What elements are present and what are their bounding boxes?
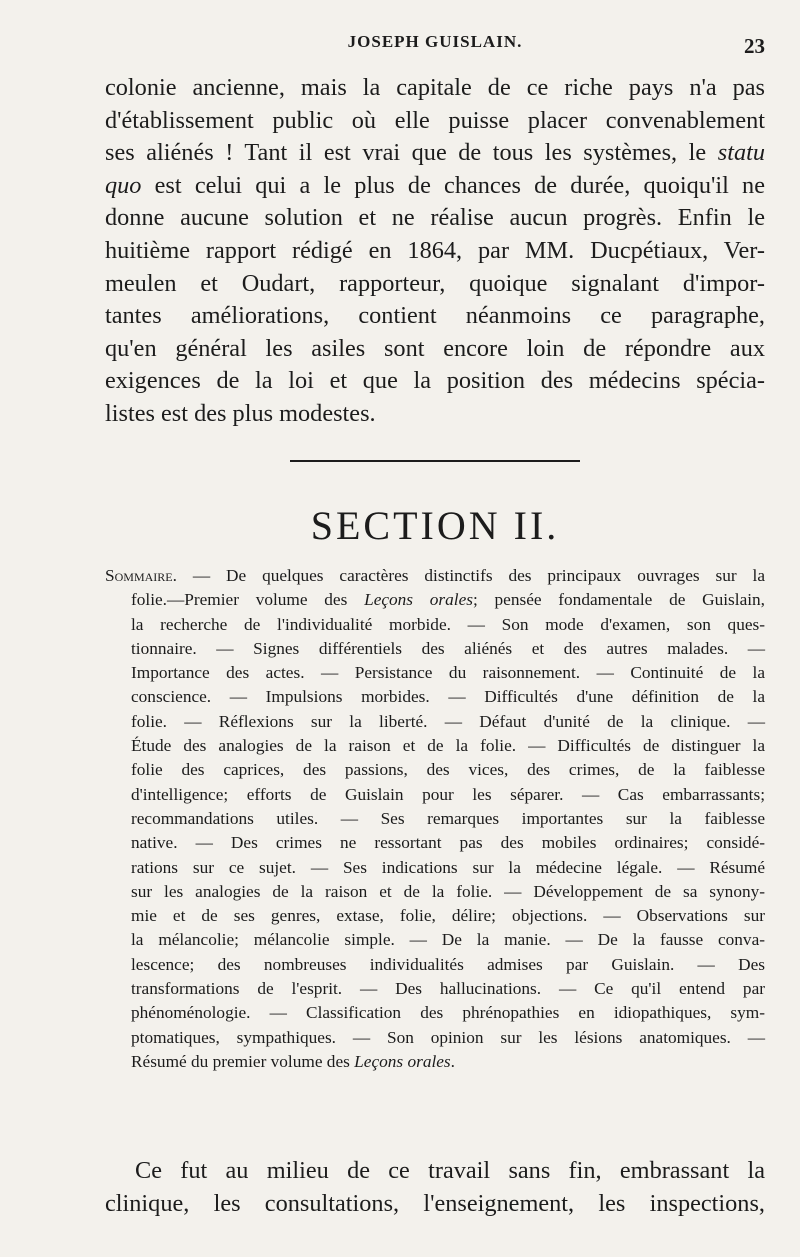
summary-line: native. — Des crimes ne ressortant pas des mobiles ordinaires; considé- — [131, 833, 765, 853]
summary-line: conscience. — Impulsions morbides. — Difficultés d'une définition de la — [131, 687, 765, 707]
italic-term: Leçons orales — [364, 590, 473, 610]
section-divider — [290, 460, 580, 462]
text-line: colonie ancienne, mais la capitale de ce riche pays n'a pas — [105, 74, 765, 101]
summary-line: Étude des analogies de la raison et de la folie. — Difficultés de distinguer la — [131, 736, 765, 756]
text-line: clinique, les consultations, l'enseignement, les inspections, — [105, 1189, 765, 1217]
italic-term: Leçons orales — [354, 1051, 451, 1071]
text-line: Ce fut au milieu de ce travail sans fin, embrassant la — [135, 1157, 765, 1184]
summary-line: Sommaire. — De quelques caractères distinctifs des principaux ouvrages sur la — [105, 566, 765, 585]
text-line: exigences de la loi et que la position des médecins spécia- — [105, 367, 765, 395]
summary-line: phénoménologie. — Classification des phrénopathies en idiopathiques, sym- — [131, 1003, 765, 1023]
text-line: meulen et Oudart, rapporteur, quoique signalant d'impor- — [105, 269, 765, 297]
summary-line: folie. — Réflexions sur la liberté. — Défaut d'unité de la clinique. — — [131, 711, 765, 731]
summary-line: rations sur ce sujet. — Ses indications sur la médecine légale. — Résumé — [131, 857, 765, 877]
section-title: SECTION II. — [310, 503, 560, 548]
summary-line: sur les analogies de la raison et de la folie. — Développement de sa synony- — [131, 881, 765, 901]
text-line: listes est des plus modestes. — [105, 399, 376, 427]
text-line: ses aliénés ! Tant il est vrai que de tous les systèmes, le statu — [105, 139, 765, 167]
summary-label: Sommaire. — [105, 566, 177, 585]
summary-line: Résumé du premier volume des Leçons orales. — [131, 1051, 455, 1071]
summary-line: tionnaire. — Signes différentiels des aliénés et des autres malades. — — [131, 638, 765, 658]
summary-line: mie et de ses genres, extase, folie, délire; objections. — Observations sur — [131, 906, 765, 926]
page-number: 23 — [744, 34, 765, 58]
summary-line: ptomatiques, sympathiques. — Son opinion sur les lésions anatomiques. — — [131, 1027, 765, 1047]
running-title: JOSEPH GUISLAIN. — [347, 32, 523, 51]
summary-line: la mélancolie; mélancolie simple. — De la manie. — De la fausse conva- — [131, 930, 765, 950]
summary-line: folie.—Premier volume des Leçons orales; pensée fondamentale de Guislain, — [131, 590, 765, 610]
summary-line: lescence; des nombreuses individualités admises par Guislain. — Des — [131, 954, 765, 974]
text-line: quo est celui qui a le plus de chances de durée, quoiqu'il ne — [105, 171, 765, 199]
italic-term: quo — [105, 171, 142, 199]
text-line: qu'en général les asiles sont encore loin de répondre aux — [105, 334, 765, 362]
summary-block — [105, 564, 765, 1074]
summary-line: transformations de l'esprit. — Des hallucinations. — Ce qu'il entend par — [131, 979, 765, 999]
summary-line: d'intelligence; efforts de Guislain pour les séparer. — Cas embarrassants; — [131, 784, 765, 804]
summary-line: Importance des actes. — Persistance du raisonnement. — Continuité de la — [131, 663, 765, 683]
bottom-paragraph — [105, 1155, 765, 1220]
top-paragraph — [105, 72, 765, 431]
summary-line: folie des caprices, des passions, des vices, des crimes, de la faiblesse — [131, 760, 765, 780]
text-line: tantes améliorations, contient néanmoins ce paragraphe, — [105, 302, 765, 330]
italic-term: statu — [717, 139, 765, 167]
text-line: d'établissement public où elle puisse placer convenablement — [105, 106, 765, 134]
summary-line: la recherche de l'individualité morbide. — Son mode d'examen, son ques- — [131, 614, 765, 634]
text-line: donne aucune solution et ne réalise aucun progrès. Enfin le — [105, 204, 765, 232]
summary-line: recommandations utiles. — Ses remarques importantes sur la faiblesse — [131, 808, 765, 828]
running-head — [105, 30, 765, 58]
text-line: huitième rapport rédigé en 1864, par MM. Ducpétiaux, Ver- — [105, 236, 765, 264]
